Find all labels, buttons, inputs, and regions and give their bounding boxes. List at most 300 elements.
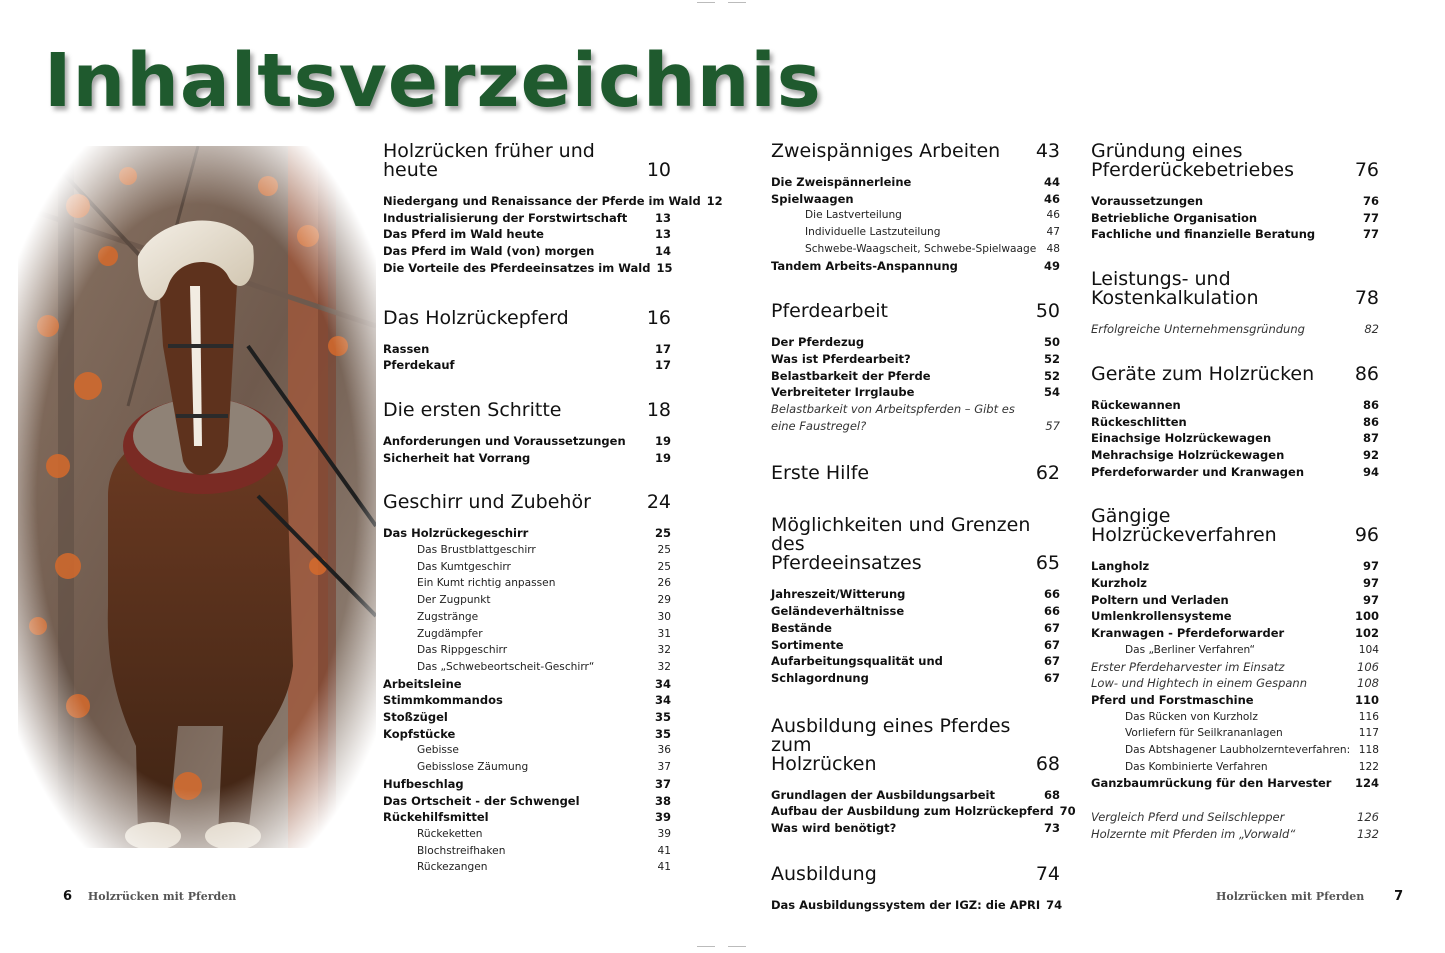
entry-page: 67 xyxy=(1043,620,1060,635)
toc-entry[interactable] xyxy=(383,626,671,643)
section-page: 50 xyxy=(1035,300,1060,323)
entry-title: Betriebliche Organisation xyxy=(1091,210,1258,225)
toc-entry[interactable] xyxy=(771,401,1060,434)
entry-page: 76 xyxy=(1362,194,1379,208)
entry-title: Blochstreifhaken xyxy=(417,844,506,857)
entry-page: 46 xyxy=(1043,191,1060,206)
section-heading[interactable] xyxy=(383,493,671,512)
toc-section xyxy=(771,464,1060,483)
entry-title: Schwebe-Waagscheit, Schwebe-Spielwaage xyxy=(805,242,1037,255)
section-page: 76 xyxy=(1354,159,1379,181)
entry-title: Rassen xyxy=(383,341,430,356)
section-title: Zweispänniges Arbeiten xyxy=(771,140,1001,162)
entry-page: 14 xyxy=(654,244,671,259)
entry-title: Geländeverhältnisse xyxy=(771,604,905,619)
toc-entry[interactable] xyxy=(383,859,671,876)
section-page: 74 xyxy=(1035,862,1060,885)
toc-entry[interactable] xyxy=(383,243,671,260)
section-heading[interactable] xyxy=(383,306,671,329)
entry-page: 97 xyxy=(1362,576,1379,591)
toc-entry[interactable] xyxy=(771,207,1060,224)
toc-entry[interactable] xyxy=(771,351,1060,368)
toc-entry[interactable] xyxy=(383,809,671,826)
entry-title: Einachsige Holzrückewagen xyxy=(1091,431,1272,446)
entry-page: 48 xyxy=(1046,242,1060,255)
entry-title: Das Kombinierte Verfahren xyxy=(1125,760,1268,773)
book-title: Holzrücken mit Pferden xyxy=(87,890,237,903)
entry-page: 37 xyxy=(657,761,671,774)
toc-entry[interactable] xyxy=(1091,558,1379,575)
toc-entry[interactable] xyxy=(383,357,671,374)
toc-entry[interactable] xyxy=(383,843,671,860)
entry-list xyxy=(1091,558,1379,842)
toc-entry[interactable] xyxy=(1091,675,1379,692)
toc-entry[interactable] xyxy=(1091,321,1379,338)
entry-page: 46 xyxy=(1046,209,1060,222)
toc-section xyxy=(383,493,671,876)
entry-title: Anforderungen und Voraussetzungen xyxy=(383,433,626,448)
entry-title: Tandem Arbeits-Anspannung xyxy=(771,258,958,273)
entry-title: Zugdämpfer xyxy=(417,627,483,640)
entry-page: 54 xyxy=(1043,385,1060,400)
section-title: Ausbildung eines Pferdes zum Holzrücken xyxy=(771,714,1011,775)
toc-entry[interactable] xyxy=(771,174,1060,191)
section-page: 18 xyxy=(646,398,671,421)
entry-list xyxy=(771,586,1060,686)
entry-title: Sicherheit hat Vorrang xyxy=(383,450,531,465)
entry-title: Schlagordnung xyxy=(771,670,869,685)
toc-entry[interactable] xyxy=(383,742,671,759)
entry-page: 117 xyxy=(1358,727,1379,740)
toc-entry[interactable] xyxy=(383,676,671,693)
entry-title: Das Ortscheit - der Schwengel xyxy=(383,793,580,808)
entry-title: Sortimente xyxy=(771,637,844,652)
toc-entry[interactable] xyxy=(1091,725,1379,742)
entry-title: Fachliche und finanzielle Beratung xyxy=(1091,227,1316,242)
crop-mark xyxy=(728,946,746,947)
toc-entry[interactable] xyxy=(771,603,1060,620)
toc-entry[interactable] xyxy=(1091,575,1379,592)
entry-page: 39 xyxy=(654,810,671,825)
toc-entry[interactable] xyxy=(383,592,671,609)
entry-title: Pferd und Forstmaschine xyxy=(1091,692,1254,707)
entry-title: Die Vorteile des Pferdeeinsatzes im Wald xyxy=(383,260,651,275)
entry-page: 73 xyxy=(1043,821,1060,836)
toc-entry[interactable] xyxy=(771,368,1060,385)
entry-title: Das Kumtgeschirr xyxy=(417,560,511,573)
entry-title: Vorliefern für Seilkrananlagen xyxy=(1125,727,1283,740)
entry-list xyxy=(383,193,723,277)
toc-section xyxy=(1091,270,1379,338)
entry-list xyxy=(771,897,1063,914)
entry-title: Stoßzügel xyxy=(383,710,448,725)
entry-page: 67 xyxy=(1043,637,1060,652)
entry-page: 67 xyxy=(1043,654,1060,669)
toc-entry[interactable] xyxy=(383,210,671,227)
footer-left xyxy=(63,889,236,904)
toc-entry[interactable] xyxy=(1091,809,1379,826)
entry-title: Das Rippgeschirr xyxy=(417,644,508,657)
entry-title: Das Ausbildungssystem der IGZ: die APRI xyxy=(771,897,1041,912)
entry-page: 37 xyxy=(654,776,671,791)
page-number: 7 xyxy=(1394,889,1404,904)
section-page: 78 xyxy=(1354,287,1379,310)
toc-column-2 xyxy=(771,140,1076,913)
entry-title: Die Zweispännerleine xyxy=(771,175,912,189)
entry-title: Das Brustblattgeschirr xyxy=(417,544,536,557)
entry-title: Belastbarkeit der Pferde xyxy=(771,368,931,383)
section-page: 24 xyxy=(646,491,671,514)
entry-page: 47 xyxy=(1046,226,1060,239)
toc-entry[interactable] xyxy=(771,191,1060,208)
toc-entry[interactable] xyxy=(1091,642,1379,659)
toc-entry[interactable] xyxy=(1091,692,1379,709)
entry-page: 25 xyxy=(654,526,671,541)
toc-section xyxy=(383,306,671,374)
toc-entry[interactable] xyxy=(771,897,1063,914)
entry-title: Poltern und Verladen xyxy=(1091,592,1229,607)
entry-list xyxy=(1091,193,1379,243)
entry-title: Rückeketten xyxy=(417,827,483,840)
crop-mark xyxy=(697,2,715,3)
page-number: 6 xyxy=(63,889,73,904)
entry-title: Rückezangen xyxy=(417,861,488,874)
section-page: 62 xyxy=(1035,462,1060,485)
toc-entry[interactable] xyxy=(1091,625,1379,642)
entry-title: Aufarbeitungsqualität und xyxy=(771,654,943,669)
entry-title: Gebisse xyxy=(417,744,459,757)
entry-title: Erster Pferdeharvester im Einsatz xyxy=(1091,659,1285,674)
section-page: 43 xyxy=(1035,140,1060,162)
entry-page: 26 xyxy=(657,577,671,590)
toc-column-3 xyxy=(1091,142,1379,842)
entry-page: 19 xyxy=(654,433,671,448)
entry-page: 97 xyxy=(1362,592,1379,607)
entry-page: 12 xyxy=(706,194,723,208)
entry-title: Was wird benötigt? xyxy=(771,821,897,836)
entry-page: 35 xyxy=(654,726,671,741)
entry-list xyxy=(771,334,1060,434)
entry-title: Das Pferd im Wald (von) morgen xyxy=(383,244,595,259)
section-title: Geschirr und Zubehör xyxy=(383,491,591,514)
entry-page: 38 xyxy=(654,793,671,808)
toc-entry[interactable] xyxy=(383,726,671,743)
toc-entry[interactable] xyxy=(383,525,671,542)
section-heading[interactable] xyxy=(771,464,1060,483)
entry-page: 41 xyxy=(657,861,671,874)
entry-title: Individuelle Lastzuteilung xyxy=(805,226,941,239)
section-title: Ausbildung xyxy=(771,862,877,885)
toc-entry[interactable] xyxy=(771,586,1060,603)
entry-page: 66 xyxy=(1043,604,1060,619)
entry-page: 66 xyxy=(1043,587,1060,602)
entry-title: Rückeschlitten xyxy=(1091,414,1187,429)
toc-entry[interactable] xyxy=(1091,430,1379,447)
entry-page: 25 xyxy=(657,544,671,557)
entry-title: Rückehilfsmittel xyxy=(383,810,489,825)
toc-entry[interactable] xyxy=(1091,742,1379,759)
toc-entry[interactable] xyxy=(383,609,671,626)
page-title: Inhaltsverzeichnis xyxy=(44,38,822,124)
entry-page: 86 xyxy=(1362,397,1379,412)
section-page: 68 xyxy=(1035,752,1060,775)
entry-title: Das Abtshagener Laubholzernteverfahren: xyxy=(1125,744,1351,757)
toc-section xyxy=(771,714,1076,837)
entry-title: Grundlagen der Ausbildungsarbeit xyxy=(771,787,995,802)
entry-title: Holzernte mit Pferden im „Vorwald“ xyxy=(1091,826,1296,841)
toc-section xyxy=(771,516,1060,686)
entry-page: 67 xyxy=(1043,670,1060,685)
entry-title: Rückewannen xyxy=(1091,397,1181,412)
entry-page: 108 xyxy=(1357,676,1379,691)
toc-entry[interactable] xyxy=(1091,447,1379,464)
section-title: Pferdearbeit xyxy=(771,300,888,323)
entry-page: 13 xyxy=(654,227,671,242)
toc-entry[interactable] xyxy=(771,241,1060,258)
entry-page: 106 xyxy=(1357,659,1379,674)
entry-title: Kurzholz xyxy=(1091,576,1147,591)
toc-entry[interactable] xyxy=(1091,775,1379,792)
toc-section xyxy=(771,142,1060,274)
section-heading[interactable] xyxy=(383,398,671,421)
toc-entry[interactable] xyxy=(383,433,671,450)
entry-title: Erfolgreiche Unternehmensgründung xyxy=(1091,322,1305,337)
entry-title: Mehrachsige Holzrückewagen xyxy=(1091,447,1285,462)
toc-entry[interactable] xyxy=(383,450,671,467)
book-title: Holzrücken mit Pferden xyxy=(1216,890,1365,903)
entry-title: Bestände xyxy=(771,620,832,635)
toc-entry[interactable] xyxy=(1091,709,1379,726)
horse-photo xyxy=(18,146,376,848)
entry-page: 104 xyxy=(1358,643,1379,656)
toc-section xyxy=(383,398,671,466)
entry-title: Ein Kumt richtig anpassen xyxy=(417,577,556,590)
entry-title: Verbreiteter Irrglaube xyxy=(771,385,915,400)
toc-entry[interactable] xyxy=(1091,397,1379,414)
entry-page: 13 xyxy=(654,210,671,225)
toc-entry[interactable] xyxy=(771,653,1060,670)
entry-list xyxy=(1091,397,1379,481)
entry-page: 82 xyxy=(1364,322,1379,337)
toc-section xyxy=(1091,362,1379,481)
toc-entry xyxy=(1091,792,1379,809)
entry-title: Das „Berliner Verfahren“ xyxy=(1125,643,1255,656)
toc-entry[interactable] xyxy=(383,776,671,793)
section-title: Möglichkeiten und Grenzen des Pferdeeinsatzes xyxy=(771,514,1031,575)
entry-page: 52 xyxy=(1043,368,1060,383)
toc-entry[interactable] xyxy=(1091,592,1379,609)
toc-entry[interactable] xyxy=(771,334,1060,351)
toc-entry[interactable] xyxy=(383,193,723,210)
toc-entry[interactable] xyxy=(383,226,671,243)
entry-title: Der Pferdezug xyxy=(771,335,865,350)
section-heading[interactable] xyxy=(771,516,1060,573)
entry-page: 31 xyxy=(657,627,671,640)
entry-list xyxy=(1091,321,1379,338)
entry-page: 77 xyxy=(1362,210,1379,225)
entry-title: Niedergang und Renaissance der Pferde im Wald xyxy=(383,194,701,208)
section-title: Die ersten Schritte xyxy=(383,398,562,421)
toc-entry[interactable] xyxy=(771,803,1076,820)
entry-page: 19 xyxy=(654,450,671,465)
entry-title: Ganzbaumrückung für den Harvester xyxy=(1091,776,1332,791)
section-title: Das Holzrückepferd xyxy=(383,306,569,329)
section-page: 65 xyxy=(1035,552,1060,575)
toc-entry[interactable] xyxy=(383,575,671,592)
entry-title: Pferdeforwarder und Kranwagen xyxy=(1091,464,1305,479)
entry-page: 70 xyxy=(1059,804,1076,819)
entry-page xyxy=(1357,792,1379,809)
entry-page: 41 xyxy=(657,844,671,857)
entry-title: Der Zugpunkt xyxy=(417,594,491,607)
entry-title: Spielwaagen xyxy=(771,191,854,206)
section-heading[interactable] xyxy=(1091,142,1379,180)
toc-entry[interactable] xyxy=(1091,826,1379,843)
toc-entry[interactable] xyxy=(1091,464,1379,481)
entry-page: 39 xyxy=(657,827,671,840)
entry-page: 35 xyxy=(654,710,671,725)
entry-title: Stimmkommandos xyxy=(383,693,503,708)
section-title: Holzrücken früher und heute xyxy=(383,140,595,181)
entry-page: 116 xyxy=(1358,710,1379,723)
entry-page: 36 xyxy=(657,744,671,757)
entry-title: Jahreszeit/Witterung xyxy=(771,587,906,602)
toc-section xyxy=(1091,507,1379,842)
entry-title: Belastbarkeit von Arbeitspferden – Gibt es eine Faustregel? xyxy=(771,402,1015,433)
section-heading[interactable] xyxy=(1091,362,1379,385)
section-heading[interactable] xyxy=(771,862,1060,885)
toc-entry[interactable] xyxy=(383,793,671,810)
entry-page: 77 xyxy=(1362,227,1379,242)
toc-entry[interactable] xyxy=(383,659,671,676)
entry-page: 92 xyxy=(1362,447,1379,462)
toc-entry[interactable] xyxy=(383,826,671,843)
section-title: Gängige Holzrückeverfahren xyxy=(1091,505,1277,547)
toc-entry[interactable] xyxy=(383,692,671,709)
toc-entry[interactable] xyxy=(1091,210,1379,227)
toc-entry[interactable] xyxy=(1091,608,1379,625)
entry-page: 50 xyxy=(1043,335,1060,350)
section-page: 96 xyxy=(1354,524,1379,547)
entry-page: 52 xyxy=(1043,351,1060,366)
toc-entry[interactable] xyxy=(771,224,1060,241)
toc-entry[interactable] xyxy=(383,759,671,776)
toc-section xyxy=(771,302,1060,434)
toc-entry[interactable] xyxy=(771,820,1060,837)
entry-title: Umlenkrollensysteme xyxy=(1091,609,1232,624)
toc-column-1 xyxy=(383,140,723,876)
toc-entry[interactable] xyxy=(771,787,1060,804)
entry-page: 17 xyxy=(654,341,671,356)
toc-entry[interactable] xyxy=(383,542,671,559)
toc-entry[interactable] xyxy=(383,260,671,277)
toc-entry[interactable] xyxy=(771,620,1060,637)
section-title: Leistungs- und Kostenkalkulation xyxy=(1091,268,1259,310)
toc-entry[interactable] xyxy=(1091,659,1379,676)
entry-title: Das Rücken von Kurzholz xyxy=(1125,710,1258,723)
section-heading[interactable] xyxy=(771,714,1060,775)
entry-page: 110 xyxy=(1354,692,1379,707)
toc-entry[interactable] xyxy=(1091,759,1379,776)
entry-page: 34 xyxy=(654,676,671,691)
toc-section xyxy=(383,140,723,277)
entry-page: 102 xyxy=(1354,626,1379,641)
section-heading[interactable] xyxy=(383,142,671,180)
toc-entry[interactable] xyxy=(1091,414,1379,431)
entry-page: 94 xyxy=(1362,464,1379,479)
entry-title: Industrialisierung der Forstwirtschaft xyxy=(383,210,628,225)
entry-title: Was ist Pferdearbeit? xyxy=(771,351,911,366)
entry-page: 97 xyxy=(1362,559,1379,574)
entry-title: Vergleich Pferd und Seilschlepper xyxy=(1091,809,1285,824)
entry-page: 132 xyxy=(1357,826,1379,841)
entry-page: 44 xyxy=(1043,175,1060,189)
entry-title: Pferdekauf xyxy=(383,358,455,373)
entry-title: Zugstränge xyxy=(417,610,479,623)
entry-page: 29 xyxy=(657,594,671,607)
entry-page: 49 xyxy=(1043,258,1060,273)
crop-mark xyxy=(697,946,715,947)
section-heading[interactable] xyxy=(1091,270,1379,308)
entry-page: 118 xyxy=(1358,744,1379,757)
entry-title: Hufbeschlag xyxy=(383,776,464,791)
entry-list xyxy=(771,787,1076,837)
entry-page: 87 xyxy=(1362,431,1379,446)
entry-list xyxy=(383,433,671,466)
section-page: 10 xyxy=(646,159,671,181)
section-heading[interactable] xyxy=(1091,507,1379,545)
entry-page: 126 xyxy=(1357,809,1379,824)
toc-entry[interactable] xyxy=(383,709,671,726)
toc-entry[interactable] xyxy=(771,384,1060,401)
section-page: 86 xyxy=(1354,362,1379,385)
entry-title: Kranwagen - Pferdeforwarder xyxy=(1091,626,1285,641)
section-heading[interactable] xyxy=(771,302,1060,321)
entry-list xyxy=(383,525,671,876)
entry-page: 25 xyxy=(657,560,671,573)
footer-right xyxy=(1216,889,1403,904)
toc-entry[interactable] xyxy=(771,637,1060,654)
entry-title xyxy=(1091,792,1357,809)
toc-entry[interactable] xyxy=(771,670,1060,687)
entry-list xyxy=(383,341,671,374)
entry-title: Voraussetzungen xyxy=(1091,194,1204,208)
entry-list xyxy=(771,174,1060,274)
entry-title: Das „Schwebeortscheit-Geschirr“ xyxy=(417,660,595,673)
entry-page: 100 xyxy=(1354,609,1379,624)
toc-entry[interactable] xyxy=(383,642,671,659)
toc-entry[interactable] xyxy=(1091,226,1379,243)
entry-page: 124 xyxy=(1354,776,1379,791)
section-title: Geräte zum Holzrücken xyxy=(1091,362,1315,385)
toc-entry[interactable] xyxy=(383,559,671,576)
entry-page: 74 xyxy=(1046,897,1063,912)
toc-entry[interactable] xyxy=(383,341,671,358)
entry-page: 86 xyxy=(1362,414,1379,429)
entry-page: 122 xyxy=(1358,760,1379,773)
entry-title: Gebisslose Zäumung xyxy=(417,761,529,774)
toc-entry[interactable] xyxy=(1091,193,1379,210)
entry-title: Langholz xyxy=(1091,559,1150,574)
toc-entry[interactable] xyxy=(771,258,1060,275)
entry-title: Das Pferd im Wald heute xyxy=(383,227,544,242)
section-heading[interactable] xyxy=(771,142,1060,161)
entry-page: 17 xyxy=(654,358,671,373)
entry-title: Aufbau der Ausbildung zum Holzrückepferd xyxy=(771,804,1054,819)
entry-page: 30 xyxy=(657,610,671,623)
entry-page: 34 xyxy=(654,693,671,708)
entry-title: Kopfstücke xyxy=(383,726,456,741)
